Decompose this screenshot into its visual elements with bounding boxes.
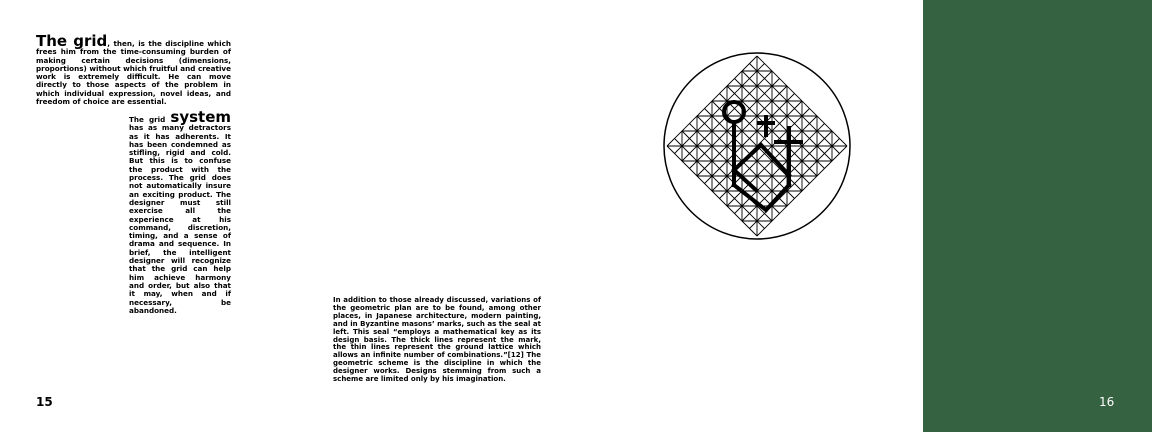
green-side-band: [923, 0, 1152, 432]
paragraph-body: has as many detractors as it has adherents. It has been condemned as stifling, rigid and cold. But this is to confuse the product with the process. The grid does not automatically insure an exciting product. The designer must still exercise all the experience at his command, discretion, timing, and a sense of drama and sequence. In brief, the intelligent designer will recognize that the grid can help him achieve harmony and order, but also that it may, when and if necessary, be abandoned.: [129, 123, 231, 315]
page-number-left: 15: [36, 395, 53, 409]
paragraph-body: , then, is the discipline which frees him from the time-consuming burden of making certain decisions (dimensions, proportions) without which fruitful and creative work is extremely difficult. He can move directly to those aspects of the problem in which individual expression, novel ideas, and freedom of choice are essential.: [36, 39, 231, 107]
paragraph-geometric-plan: [333, 297, 541, 384]
masons-mark-seal-icon: [661, 50, 853, 242]
paragraph-lead-heading: system: [170, 108, 231, 126]
paragraph-body: In addition to those already discussed, variations of the geometric plan are to be found, among other places, in Japanese architecture, modern painting, and in Byzantine masons’ marks, such as the seal at left. This seal “employs a mathematical key as its design basis. The thick lines represent the mark, the thin lines represent the ground lattice which allows an infinite number of combinations.”[12] The geometric scheme is the discipline in which the designer works. Designs stemming from such a scheme are limited only by his imagination.: [333, 296, 541, 384]
paragraph-grid-system: [129, 108, 231, 315]
page-number-right: 16: [1099, 395, 1115, 409]
paragraph-pre: The grid: [129, 115, 171, 124]
paragraph-grid-discipline: [36, 34, 231, 106]
paragraph-lead-heading: The grid: [36, 32, 108, 50]
